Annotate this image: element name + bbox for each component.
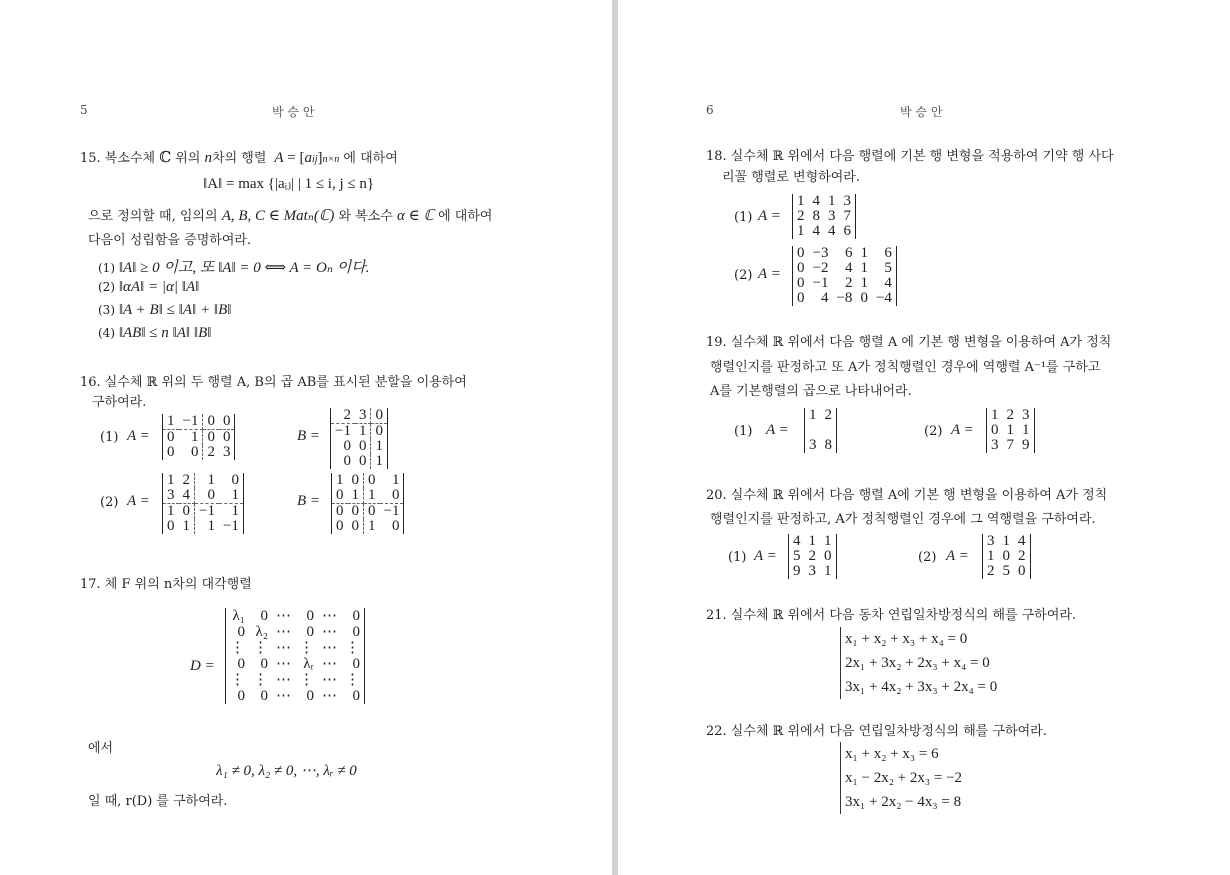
equation-system-21: [840, 627, 997, 699]
matrix-row: [163, 488, 244, 504]
matrix-row: [987, 423, 1035, 438]
matrix-entry: 0: [368, 503, 376, 519]
matrix-row: [226, 672, 365, 688]
matrix-entry: 0: [195, 488, 219, 504]
matrix-entry: ⋮: [253, 639, 268, 656]
matrix-entry: 1: [987, 548, 995, 564]
matrix-entry: 6: [843, 223, 851, 239]
matrix-entry: 4: [793, 533, 801, 549]
matrix-entry: 1: [231, 503, 239, 519]
matrix-entry: 5: [1002, 563, 1010, 579]
matrix-entry: 2: [1018, 548, 1026, 564]
matrix-entry: 2: [207, 444, 215, 460]
nonzero-condition: λ₁ ≠ 0, λ₂ ≠ 0, ⋯, λᵣ ≠ 0: [216, 763, 357, 779]
matrix-entry: 1: [1006, 422, 1014, 438]
matrix-entry: 5: [884, 260, 892, 276]
matrix-entry: 1: [207, 472, 215, 488]
matrix-entry: 0: [391, 518, 400, 534]
matrix-entry: 0: [352, 607, 360, 624]
matrix-body: [225, 608, 365, 704]
equation: 3x₁ + 4x₂ + 3x₃ + 2x₄ = 0: [845, 679, 998, 695]
matrix-entry: 0: [348, 519, 364, 534]
matrix-entry: 0: [860, 290, 868, 306]
matrix-body: [788, 534, 837, 579]
matrix-entry: 3: [808, 563, 816, 579]
matrix-entry: 5: [793, 548, 801, 564]
matrix-entry: 0: [332, 488, 348, 504]
matrix-entry: −1: [335, 423, 351, 439]
matrix-row: [163, 430, 235, 446]
problem-15-line3: 다음이 성립함을 증명하여라.: [88, 233, 252, 248]
matrix-entry: 0: [352, 655, 360, 672]
matrix-entry: ⋮: [299, 671, 314, 688]
matrix-row: [789, 564, 837, 579]
matrix-entry: 1: [348, 488, 364, 504]
matrix-entry: 4: [1018, 533, 1026, 549]
field-symbol: ℂ: [159, 150, 172, 166]
equation: 2x₁ + 3x₂ + 2x₃ + x₄ = 0: [845, 655, 990, 671]
item-number: (3): [98, 303, 119, 317]
matrix-entry: 0: [352, 623, 360, 640]
matrix-entry: 4: [820, 290, 829, 306]
matrix-entry: 0: [167, 429, 175, 445]
matrix-19-2: [986, 408, 1035, 453]
matrix-body: [162, 414, 235, 460]
matrix-entry: ⋯: [276, 687, 291, 704]
eq-label: A =: [127, 428, 150, 444]
matrix-entry: 2: [844, 275, 853, 291]
matrix-entry: 0: [355, 454, 371, 469]
matrix-entry: 0: [352, 687, 360, 704]
matrix-entry: −2: [812, 260, 829, 276]
problem-18-line1: 18. 실수체 ℝ 위에서 다음 행렬에 기본 행 변형을 적용하여 기약 행 사다: [706, 149, 1114, 164]
matrix-entry: 1: [991, 407, 999, 423]
running-header: 박 승 안: [900, 105, 943, 119]
matrix-entry: 2: [179, 473, 195, 488]
eq-label: A =: [946, 548, 969, 564]
matrix-entry: 0: [797, 275, 805, 291]
matrix-entry: 1: [797, 193, 805, 209]
part-label: (2): [918, 550, 937, 565]
matrix-row: [793, 194, 856, 209]
matrix-20-2: [982, 534, 1031, 579]
running-header: 박 승 안: [272, 105, 315, 119]
matrix-body: [792, 246, 897, 306]
matrix-entry: 0: [219, 414, 235, 430]
matrix-entry: ⋯: [322, 623, 337, 640]
problem-21-line1: 21. 실수체 ℝ 위에서 다음 동차 연립일차방정식의 해를 구하여라.: [706, 608, 1077, 623]
matrix-entry: 0: [167, 444, 175, 460]
problem-16-line2: 구하여라.: [92, 395, 147, 410]
matrix-body: [330, 408, 388, 469]
problem-18-line2: 리꼴 행렬로 변형하여라.: [722, 170, 860, 185]
matrix-entry: 0: [207, 429, 215, 445]
matrix-row: [805, 438, 837, 453]
equation-system-22: [840, 742, 962, 814]
matrix-entry: 0: [991, 422, 999, 438]
matrix-entry: 1: [824, 533, 832, 549]
matrix-entry: 1: [368, 518, 376, 534]
matrix-entry: 0: [260, 687, 268, 704]
matrix-row: [805, 423, 837, 438]
matrix-entry: ⋮: [345, 671, 360, 688]
text: 으로 정의할 때, 임의의: [88, 209, 218, 224]
matrix-entry: −1: [179, 414, 203, 430]
part-label: (2): [100, 495, 119, 510]
item-number: (4): [98, 326, 119, 340]
matrix-row: [226, 608, 365, 624]
matrix-entry: 0: [343, 453, 351, 469]
matrix-entry: ⋯: [276, 623, 291, 640]
matrix-body: [986, 408, 1035, 453]
matrix-entry: 1: [824, 563, 832, 579]
problem-19-line2: 행렬인지를 판정하고 또 A가 정칙행렬인 경우에 역행렬 A⁻¹를 구하고: [710, 360, 1101, 375]
matrix-entry: 1: [391, 472, 400, 488]
matrix-entry: −1: [199, 503, 215, 519]
matrix-entry: ⋮: [299, 639, 314, 656]
problem-15-item: [98, 279, 199, 296]
matrix-entry: 1: [207, 518, 215, 534]
matrix-entry: 0: [179, 504, 195, 520]
matrix-entry: 3: [987, 533, 995, 549]
matrix-entry: 2: [808, 548, 816, 564]
matrix-entry: 7: [843, 208, 851, 224]
matrix-entry: 3: [991, 437, 999, 453]
matrix-entry: 3: [828, 208, 836, 224]
matrix-entry: ⋮: [230, 639, 245, 656]
matrix-entry: 3: [222, 444, 231, 460]
matrix-row: [163, 414, 235, 430]
matrix-entry: 1: [355, 424, 371, 440]
matrix-entry: 6: [844, 245, 853, 261]
matrix-entry: ⋮: [230, 671, 245, 688]
matrix-entry: −4: [875, 290, 892, 306]
matrix-row: [226, 688, 365, 704]
matrix-body: [792, 194, 856, 239]
matrix-entry: [805, 423, 821, 438]
matrix-row: [987, 408, 1035, 423]
matrix-row: [332, 519, 404, 534]
matrix-entry: 1: [808, 533, 816, 549]
matrix-entry: 0: [237, 687, 245, 704]
matrix-entry: 1: [1002, 533, 1010, 549]
eq-label: A =: [754, 548, 777, 564]
eq-label: A =: [758, 266, 781, 282]
matrix-entry: ⋯: [322, 687, 337, 704]
matrix-entry: 3: [355, 408, 371, 424]
matrix-row: [789, 534, 837, 549]
matrix-entry: 4: [812, 193, 820, 209]
matrix-a1: [162, 414, 235, 460]
intro-text: 위의: [175, 151, 201, 166]
matrix-entry: 1: [336, 472, 344, 488]
problem-15-item: [98, 256, 369, 277]
matrix-entry: ⋯: [322, 655, 337, 672]
matrix-entry: 7: [1006, 437, 1014, 453]
matrix-entry: 0: [343, 438, 351, 454]
matrix-entry: −1: [222, 518, 239, 534]
matrix-entry: 3: [809, 437, 817, 453]
matrix-a2: [162, 473, 244, 534]
matrix-body: [331, 473, 404, 534]
problem-19-line1: 19. 실수체 ℝ 위에서 다음 행렬 A 에 기본 행 변형을 이용하여 A가 정칙: [706, 335, 1112, 350]
matrix-entry: 0: [179, 445, 203, 460]
matrix-entry: ⋯: [322, 607, 337, 624]
matrix-entry: λ₁: [232, 607, 245, 624]
matrix-body: [804, 408, 837, 453]
matrix-entry: 1: [167, 503, 175, 519]
part-label: (1): [734, 210, 753, 225]
matrix-row: [983, 549, 1031, 564]
left-page: [0, 0, 612, 875]
matrix-row: [163, 519, 244, 534]
matrix-entry: 0: [306, 687, 314, 704]
matrix-row: [983, 534, 1031, 549]
matrix-entry: ⋯: [276, 655, 291, 672]
matrix-entry: 0: [797, 290, 805, 306]
matrix-entry: 0: [380, 488, 404, 504]
matrix-row: [332, 488, 404, 504]
matrix-entry: ⋯: [322, 671, 337, 688]
part-label: (1): [728, 550, 747, 565]
matrix-row: [805, 408, 837, 423]
matrix-entry: ⋯: [276, 671, 291, 688]
problem-20-line2: 행렬인지를 판정하고, A가 정칙행렬인 경우에 그 역행렬을 구하여라.: [710, 512, 1096, 527]
part-label: (1): [734, 424, 753, 439]
eq-label: A =: [758, 208, 781, 224]
matrix-entry: ⋮: [253, 671, 268, 688]
matrix-entry: 2: [824, 407, 832, 423]
matrix-entry: 1: [828, 193, 836, 209]
matrix-entry: 0: [231, 472, 239, 488]
matrix-entry: 0: [260, 655, 268, 672]
matrix-entry: 0: [237, 623, 245, 640]
matrix-entry: 8: [824, 437, 832, 453]
matrix-entry: 0: [336, 518, 344, 534]
matrix-entry: 0: [348, 473, 364, 488]
matrix-entry: 0: [371, 408, 388, 424]
matrix-18-2: [792, 246, 897, 306]
matrix-row: [332, 504, 404, 520]
scalar: α ∈ ℂ: [397, 208, 434, 224]
matrix-entry: 1: [179, 430, 203, 446]
matrix-entry: ⋮: [345, 639, 360, 656]
matrix-row: [987, 438, 1035, 453]
equation: x₁ + x₂ + x₃ = 6: [845, 746, 939, 762]
matrix-entry: −3: [812, 245, 829, 261]
matrix-20-1: [788, 534, 837, 579]
matrix-entry: 0: [797, 245, 805, 261]
matrix-entry: 9: [1022, 437, 1030, 453]
matrix-entry: 0: [203, 414, 219, 430]
matrix-entry: 0: [824, 548, 832, 564]
matrix-entry: 8: [812, 208, 820, 224]
matrix-entry: 1: [179, 519, 195, 534]
problem-17-last: 일 때, r(D) 를 구하여라.: [88, 794, 228, 809]
matrix-entry: 0: [260, 607, 268, 624]
matrix-entry: 1: [797, 223, 805, 239]
matrix-row: [331, 439, 388, 454]
eq-label: B =: [297, 493, 321, 509]
matrix-set: A, B, C ∈ Matₙ(ℂ): [221, 208, 335, 224]
matrix-entry: 1: [167, 472, 175, 488]
matrix-body: [162, 473, 244, 534]
matrix-entry: 3: [163, 488, 179, 504]
item-number: (2): [98, 280, 119, 294]
matrix-row: [983, 564, 1031, 579]
matrix-row: [163, 473, 244, 488]
problem-19-line3: A를 기본행렬의 곱으로 나타내어라.: [710, 384, 912, 399]
right-page: [618, 0, 1230, 875]
matrix-row: [793, 209, 856, 224]
matrix-row: [163, 445, 235, 460]
eq-label: B =: [297, 428, 321, 444]
matrix-entry: 4: [179, 488, 195, 504]
matrix-entry: 2: [987, 563, 995, 579]
matrix-entry: −1: [383, 503, 400, 519]
matrix-row: [226, 624, 365, 640]
problem-15-item: [98, 325, 211, 342]
matrix-entry: 1: [1022, 422, 1030, 438]
matrix-b1: [330, 408, 388, 469]
matrix-row: [331, 454, 388, 469]
problem-16-line1: 16. 실수체 ℝ 위의 두 행렬 A, B의 곱 AB를 표시된 분할을 이용하여: [80, 375, 467, 390]
matrix-entry: 1: [809, 407, 817, 423]
matrix-entry: 0: [1018, 563, 1026, 579]
matrix-entry: 3: [843, 193, 851, 209]
matrix-entry: 0: [1002, 548, 1010, 564]
matrix-entry: λᵣ: [303, 655, 314, 672]
intro-text: 에 대하여: [343, 151, 398, 166]
problem-15-item: [98, 302, 231, 319]
matrix-row: [163, 504, 244, 520]
matrix-entry: 2: [331, 408, 355, 424]
text: 와 복소수: [338, 209, 393, 224]
matrix-entry: ⋯: [322, 639, 337, 656]
matrix-entry: 0: [375, 423, 383, 439]
text: 에 대하여: [438, 209, 493, 224]
page-number: 6: [706, 103, 714, 117]
matrix-entry: 1: [375, 453, 383, 469]
matrix-entry: 0: [222, 429, 231, 445]
item-statement: ‖A + B‖ ≤ ‖A‖ + ‖B‖: [118, 302, 232, 318]
matrix-entry: 1: [364, 488, 380, 504]
matrix-entry: 3: [1022, 407, 1030, 423]
problem-17-line1: 17. 체 F 위의 n차의 대각행렬: [80, 577, 252, 592]
matrix-row: [793, 261, 897, 276]
eq-label: A =: [951, 422, 974, 438]
matrix-entry: 0: [167, 518, 175, 534]
matrix-row: [793, 246, 897, 261]
matrix-entry: 0: [797, 260, 805, 276]
part-label: (2): [734, 268, 753, 283]
matrix-entry: 1: [219, 488, 243, 504]
matrix-entry: 1: [860, 275, 868, 291]
problem-22-line1: 22. 실수체 ℝ 위에서 다음 연립일차방정식의 해를 구하여라.: [706, 724, 1047, 739]
matrix-entry: 0: [355, 439, 371, 454]
intro-text: 15. 복소수체: [80, 151, 156, 166]
page-number: 5: [80, 103, 88, 117]
eq-label: A =: [766, 422, 789, 438]
matrix-row: [331, 424, 388, 440]
matrix-row: [793, 291, 897, 306]
matrix-entry: 9: [793, 563, 801, 579]
matrix-entry: 4: [844, 260, 853, 276]
matrix-entry: 4: [828, 223, 836, 239]
eq-label: A =: [127, 493, 150, 509]
matrix-row: [332, 473, 404, 488]
matrix-row: [226, 640, 365, 656]
matrix-entry: 1: [860, 260, 868, 276]
problem-15-intro: 15. 복소수체 ℂ 위의 n차의 행렬 A = [aij]n×n 에 대하여: [80, 150, 398, 166]
matrix-entry: ⋯: [276, 607, 291, 624]
matrix-body: [982, 534, 1031, 579]
matrix-row: [226, 656, 365, 672]
intro-text: 차의 행렬: [212, 151, 267, 166]
matrix-entry: 6: [884, 245, 892, 261]
matrix-entry: −8: [836, 290, 853, 306]
matrix-entry: 0: [237, 655, 245, 672]
matrix-entry: 1: [860, 245, 868, 261]
part-label: (2): [924, 424, 943, 439]
matrix-row: [793, 224, 856, 239]
matrix-entry: 4: [812, 223, 820, 239]
norm-definition: ‖A‖ = max {|aᵢⱼ| | 1 ≤ i, j ≤ n}: [203, 176, 375, 192]
matrix-entry: 0: [368, 472, 376, 488]
matrix-18-1: [792, 194, 856, 239]
matrix-entry: 0: [306, 623, 314, 640]
matrix-b2: [331, 473, 404, 534]
matrix-entry: ⋯: [276, 639, 291, 656]
matrix-entry: 4: [884, 275, 892, 291]
matrix-entry: 2: [797, 208, 805, 224]
item-statement: ‖A‖ ≥ 0 이고, 또 ‖A‖ = 0 ⟺ A = Oₙ 이다.: [118, 260, 370, 276]
diagonal-matrix: [225, 608, 365, 704]
where-text: 에서: [88, 741, 114, 756]
matrix-entry: 0: [336, 503, 344, 519]
equation: x₁ + x₂ + x₃ + x₄ = 0: [845, 631, 968, 647]
matrix-entry: 0: [348, 504, 364, 520]
matrix-entry: 0: [306, 607, 314, 624]
matrix-row: [793, 276, 897, 291]
item-statement: ‖AB‖ ≤ n ‖A‖ ‖B‖: [118, 325, 212, 341]
matrix-row: [789, 549, 837, 564]
item-number: (1): [98, 261, 119, 275]
problem-15-line2: [88, 205, 492, 225]
matrix-entry: λ₂: [255, 623, 268, 640]
equation: x₁ − 2x₂ + 2x₃ = −2: [845, 770, 963, 786]
matrix-entry: [821, 423, 837, 438]
matrix-row: [331, 408, 388, 424]
matrix-entry: −1: [812, 275, 829, 291]
matrix-entry: 1: [163, 414, 179, 430]
item-statement: ‖αA‖ = |α| ‖A‖: [118, 279, 200, 295]
part-label: (1): [100, 430, 119, 445]
equation: 3x₁ + 2x₂ − 4x₃ = 8: [845, 794, 962, 810]
matrix-19-1: [804, 408, 837, 453]
problem-20-line1: 20. 실수체 ℝ 위에서 다음 행렬 A에 기본 행 변형을 이용하여 A가 정칙: [706, 488, 1108, 503]
matrix-entry: 1: [375, 438, 383, 454]
matrix-entry: 2: [1006, 407, 1014, 423]
eq-label: D =: [190, 658, 215, 674]
